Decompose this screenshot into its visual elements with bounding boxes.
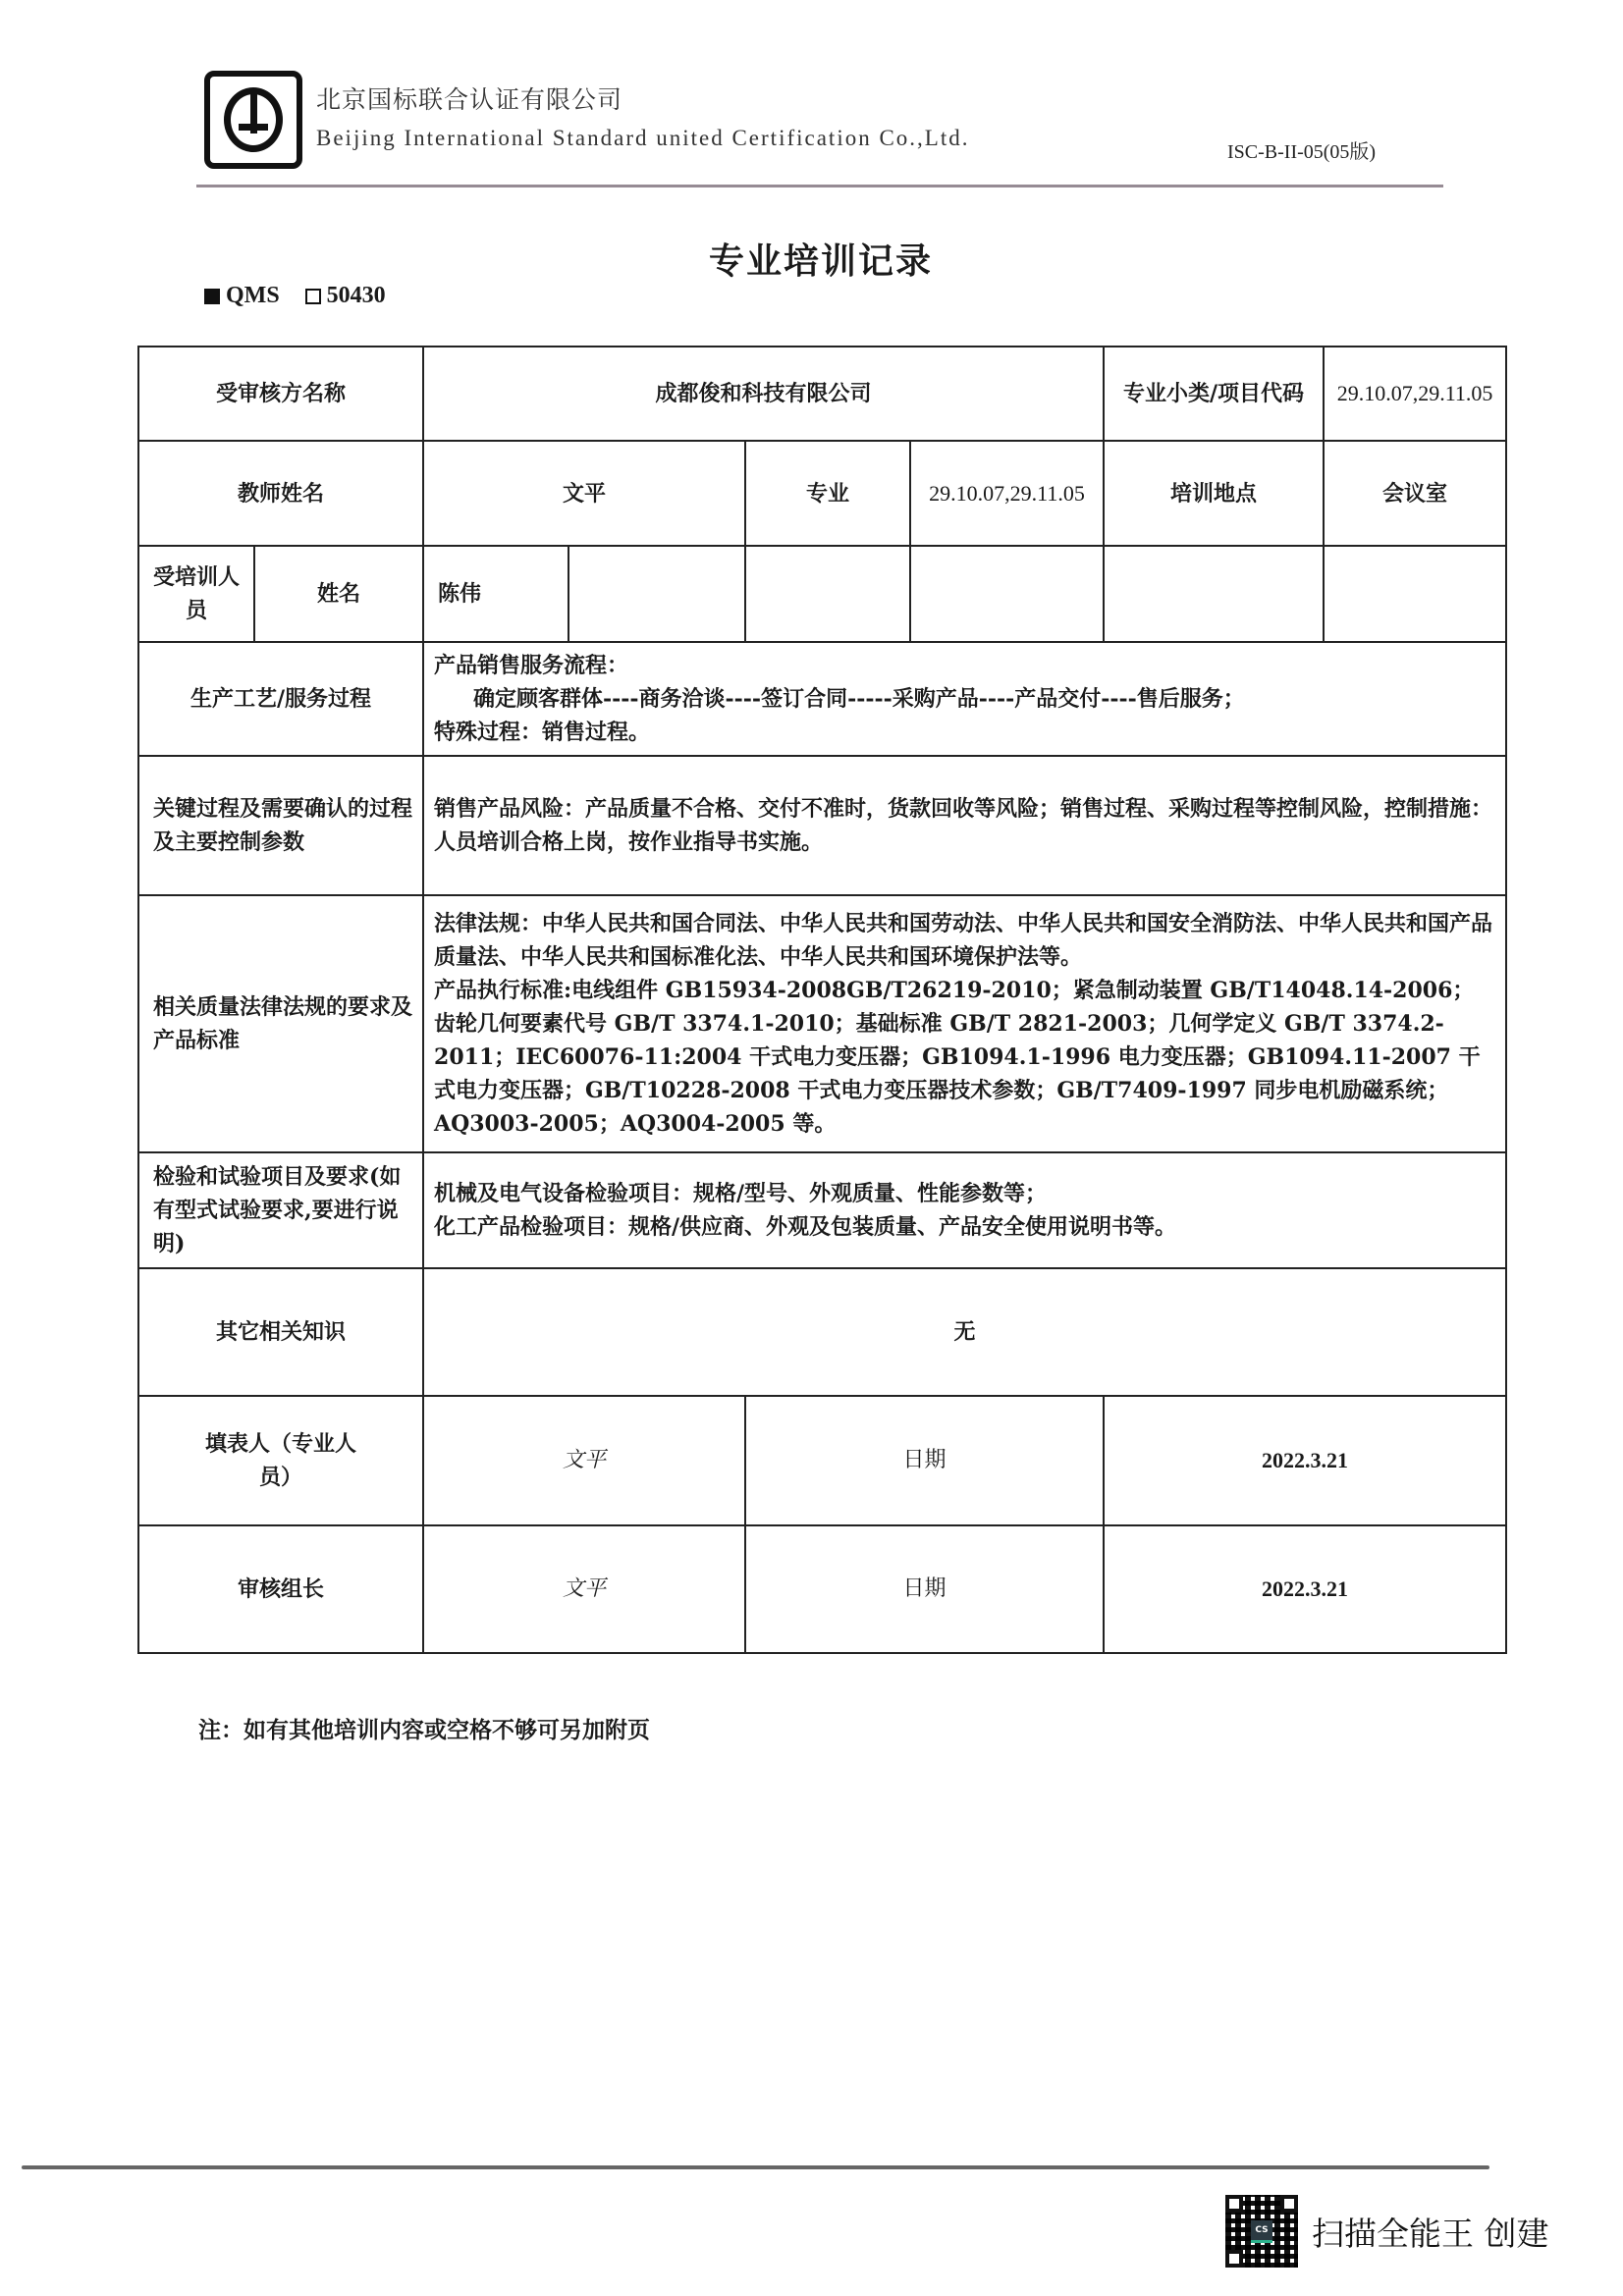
trainee-name-6 <box>1324 546 1506 642</box>
trainee-name-2 <box>568 546 745 642</box>
inspection-content <box>423 1152 1506 1268</box>
trainee-name-label: 姓名 <box>254 546 423 642</box>
key-process-text: 销售产品风险：产品质量不合格、交付不准时，货款回收等风险；销售过程、采购过程等控制风险，控制措施：人员培训合格上岗，按作业指导书实施。 <box>423 756 1506 895</box>
trainee-label: 受培训人员 <box>138 546 254 642</box>
regulations-content <box>423 895 1506 1152</box>
location-label: 培训地点 <box>1104 441 1324 546</box>
specialty-label: 专业 <box>745 441 910 546</box>
regulations-row <box>138 895 1506 1152</box>
document-title: 专业培训记录 <box>709 240 934 282</box>
leader-label: 审核组长 <box>138 1525 423 1653</box>
category-label: 专业小类/项目代码 <box>1104 347 1324 441</box>
process-label: 生产工艺/服务过程 <box>138 642 423 756</box>
other-knowledge-value: 无 <box>423 1268 1506 1396</box>
50430-checkbox[interactable] <box>305 289 321 304</box>
company-name-en: Beijing International Standard united Certification Co.,Ltd. <box>316 126 970 150</box>
inspection-line: 化工产品检验项目：规格/供应商、外观及包装质量、产品安全使用说明书等。 <box>434 1214 1177 1240</box>
filler-signature: 文平 <box>423 1396 745 1525</box>
process-row <box>138 642 1506 756</box>
other-knowledge-label: 其它相关知识 <box>138 1268 423 1396</box>
inspection-label: 检验和试验项目及要求(如有型式试验要求,要进行说明) <box>138 1152 423 1268</box>
qms-checkbox-checked[interactable] <box>204 289 220 304</box>
filler-label: 填表人（专业人员） <box>138 1396 423 1525</box>
trainee-name-3 <box>745 546 910 642</box>
company-name-cn: 北京国标联合认证有限公司 <box>316 85 623 114</box>
bottom-divider <box>22 2165 1489 2169</box>
filler-date-label: 日期 <box>745 1396 1104 1525</box>
scanner-watermark-text: 扫描全能王 创建 <box>1312 2215 1549 2253</box>
category-value: 29.10.07,29.11.05 <box>1324 347 1506 441</box>
trainee-name-5 <box>1104 546 1324 642</box>
leader-date: 2022.3.21 <box>1104 1525 1506 1653</box>
teacher-value: 文平 <box>423 441 745 546</box>
auditee-label: 受审核方名称 <box>138 347 423 441</box>
footnote: 注：如有其他培训内容或空格不够可另加附页 <box>198 1717 650 1743</box>
specialty-value: 29.10.07,29.11.05 <box>910 441 1104 546</box>
location-value: 会议室 <box>1324 441 1506 546</box>
process-content <box>423 642 1506 756</box>
filler-date: 2022.3.21 <box>1104 1396 1506 1525</box>
50430-label: 50430 <box>326 283 386 308</box>
auditee-row <box>138 347 1506 441</box>
inspection-line: 机械及电气设备检验项目：规格/型号、外观质量、性能参数等； <box>434 1181 1048 1206</box>
regulations-text: 法律法规：中华人民共和国合同法、中华人民共和国劳动法、中华人民共和国安全消防法、中华人民共和国产品质量法、中华人民共和国标准化法、中华人民共和国环境保护法等。 <box>434 911 1493 970</box>
auditee-value: 成都俊和科技有限公司 <box>423 347 1104 441</box>
leader-signature: 文平 <box>423 1525 745 1653</box>
inspection-row <box>138 1152 1506 1268</box>
header-divider <box>196 185 1443 187</box>
other-knowledge-row <box>138 1268 1506 1396</box>
camscanner-badge: CS <box>1251 2220 1272 2243</box>
qms-label: QMS <box>226 283 280 308</box>
process-line: 特殊过程：销售过程。 <box>434 720 651 745</box>
training-record-table <box>137 346 1507 1654</box>
trainee-name-1: 陈伟 <box>423 546 568 642</box>
leader-date-label: 日期 <box>745 1525 1104 1653</box>
product-standards-text: 产品执行标准:电线组件 GB15934-2008GB/T26219-2010；紧急制动装置 GB/T14048.14-2006；齿轮几何要素代号 GB/T 3374.1-2010；基础标准 GB/T 2821-2003；几何学定义 GB/T 3374.2-2011；IEC60076-11:2004 干式电力变压器；GB1094.1-1996 电力变压器；GB1094.11-2007 干式电力变压器；GB/T10228-2008 干式电力变压器技术参数；GB/T7409-1997 同步电机励磁系统；AQ3003-2005；AQ3004-2005 等。 <box>434 978 1481 1137</box>
leader-row <box>138 1525 1506 1653</box>
qr-code-icon <box>1225 2195 1298 2268</box>
regulations-label: 相关质量法律法规的要求及产品标准 <box>138 895 423 1152</box>
trainee-row <box>138 546 1506 642</box>
filler-row <box>138 1396 1506 1525</box>
standard-selection <box>204 283 386 309</box>
key-process-label: 关键过程及需要确认的过程及主要控制参数 <box>138 756 423 895</box>
certification-logo-icon <box>204 71 302 169</box>
process-line: 确定顾客群体----商务洽谈----签订合同-----采购产品----产品交付----售后服务； <box>473 686 1245 712</box>
trainee-name-4 <box>910 546 1104 642</box>
process-line: 产品销售服务流程： <box>434 653 629 678</box>
teacher-label: 教师姓名 <box>138 441 423 546</box>
form-code: ISC-B-II-05(05版) <box>1227 141 1377 163</box>
key-process-row <box>138 756 1506 895</box>
teacher-row <box>138 441 1506 546</box>
